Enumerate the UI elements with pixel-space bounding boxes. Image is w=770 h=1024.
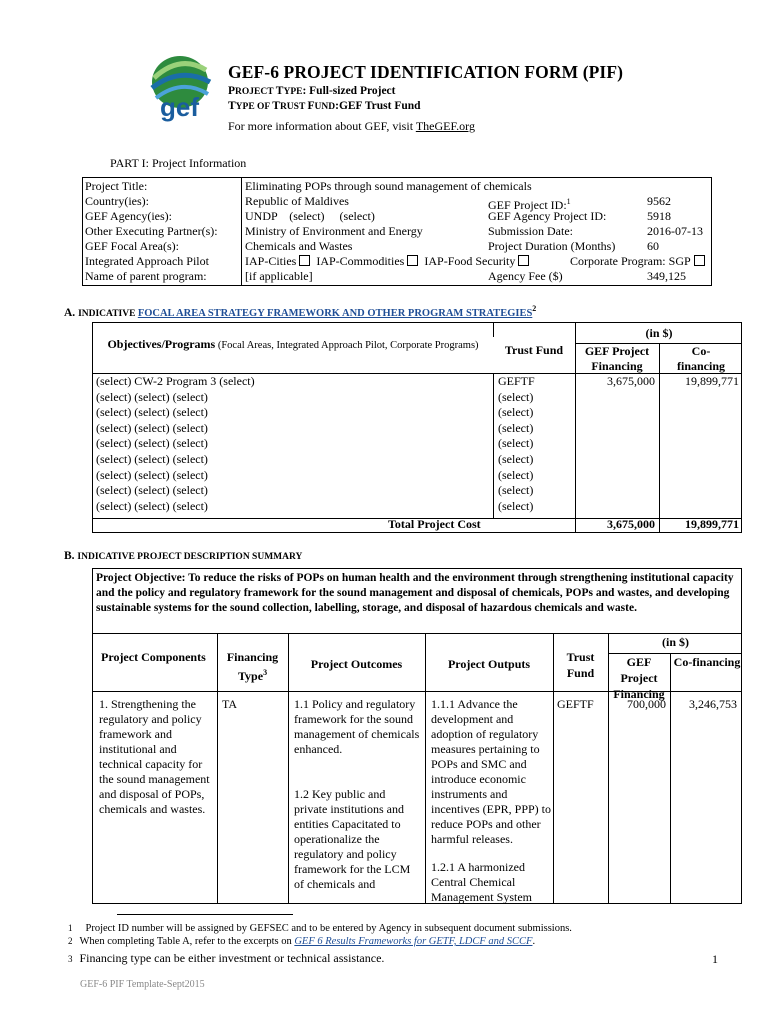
value-gef-project-id: 9562 — [647, 194, 671, 208]
footnote-separator — [117, 914, 293, 915]
iap-cities-checkbox[interactable] — [299, 255, 310, 266]
output-1-2-1: 1.2.1 A harmonized Central Chemical Management System — [431, 860, 532, 904]
iap-commodities-checkbox[interactable] — [407, 255, 418, 266]
col-gef-project-financing: GEF Project Financing — [613, 655, 665, 701]
objective-program[interactable]: (select) (select) (select) — [96, 389, 208, 404]
col-trust-fund-b: Trust Fund — [566, 650, 595, 680]
objective-program[interactable]: (select) (select) (select) — [96, 483, 208, 498]
sgp-checkbox[interactable] — [694, 255, 705, 266]
form-title: GEF-6 PROJECT IDENTIFICATION FORM (PIF) — [228, 62, 624, 82]
col-objectives: Objectives/Programs (Focal Areas, Integrated Approach Pilot, Corporate Programs) — [107, 337, 479, 351]
section-a-heading: A. INDICATIVE FOCAL AREA STRATEGY FRAMEWORK AND OTHER PROGRAM STRATEGIES$^2$ — [64, 304, 537, 319]
label-agency-fee: Agency Fee ($) — [488, 269, 563, 283]
trust-fund-value[interactable]: (select) — [498, 467, 534, 482]
value-agency-fee: 349,125 — [647, 269, 686, 283]
gef-logo — [140, 48, 218, 122]
gef-financing-value: 3,675,000 — [607, 374, 655, 388]
outcome-1-1: 1.1 Policy and regulatory framework for the sound management of chemicals enhanced. — [294, 697, 420, 756]
template-label: GEF-6 PIF Template-Sept2015 — [80, 979, 205, 990]
cofinancing-value: 19,899,771 — [685, 374, 739, 388]
col-cofinancing-b: Co-financing — [673, 655, 741, 669]
col-gef-financing: GEF Project Financing — [584, 344, 650, 373]
trust-fund-value[interactable]: (select) — [498, 498, 534, 513]
part1-heading: PART I: Project Information — [110, 156, 247, 170]
value-country: Republic of Maldives — [245, 194, 349, 208]
col-project-outputs: Project Outputs — [447, 657, 531, 671]
col-trust-fund: Trust Fund — [504, 343, 564, 357]
total-cofinancing: 19,899,771 — [685, 517, 739, 531]
value-executing-partner: Ministry of Environment and Energy — [245, 224, 423, 238]
section-a-link[interactable]: FOCAL AREA STRATEGY FRAMEWORK AND OTHER PROGRAM STRATEGIES — [137, 307, 533, 319]
outcome-1-2: 1.2 Key public and private institutions and entities Capacitated to operationalize the regulatory and policy framework for the LCM of chemicals and — [294, 787, 411, 891]
value-project-title: Eliminating POPs through sound management of chemicals — [245, 179, 532, 193]
label-executing-partners: Other Executing Partner(s): — [85, 224, 218, 238]
financing-type-1: TA — [222, 697, 238, 711]
logo-text: gef — [160, 92, 199, 122]
label-gef-project-id: GEF Project ID:$^1$ — [488, 197, 571, 212]
project-objective: Project Objective: To reduce the risks of POPs on human health and the environment through strengthening institutional capacity and the policy and regulatory framework for the sound management and disposal of chemicals, POPs and wastes, and developing sustainable systems for the sound collection, labelling, storage, and disposal of hazardous chemicals and waste. — [96, 572, 734, 614]
objective-program[interactable]: (select) CW-2 Program 3 (select) — [96, 374, 255, 388]
value-agency-project-id: 5918 — [647, 209, 671, 223]
output-1-1-1: 1.1.1 Advance the development and adoption of regulatory measures pertaining to POPs and SMC and introduce economic instruments and incentives (EPR, PPP) to reduce POPs and other harmful releases. — [431, 697, 552, 846]
label-project-title: Project Title: — [85, 179, 148, 193]
label-focal-areas: GEF Focal Area(s): — [85, 239, 179, 253]
objective-program[interactable]: (select) (select) (select) — [96, 436, 208, 451]
gef-financing-1: 700,000 — [627, 697, 666, 711]
results-framework-link[interactable]: GEF 6 Results Frameworks for GETF, LDCF and SCCF — [294, 936, 533, 947]
footnote-1: 1 Project ID number will be assigned by GEFSEC and to be entered by Agency in subsequent document submissions. — [68, 923, 572, 934]
page-number: 1 — [712, 952, 718, 966]
col-in-dollars: (in $) — [645, 326, 673, 340]
trust-fund-value[interactable]: (select) — [498, 405, 534, 420]
objective-program[interactable]: (select) (select) (select) — [96, 420, 208, 435]
label-parent-program: Name of parent program: — [85, 269, 207, 283]
footnote-2: 2 When completing Table A, refer to the excerpts on GEF 6 Results Frameworks for GETF, LDCF and SCCF. — [68, 936, 536, 947]
trust-fund-1: GEFTF — [557, 697, 594, 711]
project-type: PROJECT TYPE: Full-sized Project — [228, 85, 396, 97]
total-project-cost-label: Total Project Cost — [388, 517, 481, 531]
focal-area-table — [92, 322, 742, 533]
gef-link[interactable]: TheGEF.org — [415, 119, 475, 133]
label-countries: Country(ies): — [85, 194, 149, 208]
cofinancing-1: 3,246,753 — [689, 697, 737, 711]
label-agencies: GEF Agency(ies): — [85, 209, 172, 223]
footnote-3: 3 Financing type can be either investment or technical assistance. — [68, 951, 385, 965]
section-b-heading: B. INDICATIVE PROJECT DESCRIPTION SUMMARY — [64, 550, 303, 562]
value-focal-area: Chemicals and Wastes — [245, 239, 353, 253]
component-1: 1. Strengthening the regulatory and policy framework and institutional and technical capacity for the sound management and disposal of POPs, chemicals and wastes. — [99, 697, 210, 816]
trust-fund-value[interactable]: (select) — [498, 452, 534, 466]
info-line: For more information about GEF, visit TheGEF.org — [228, 119, 475, 133]
trust-fund-value[interactable]: (select) — [498, 389, 534, 404]
trust-fund-value[interactable]: (select) — [498, 483, 534, 498]
value-parent-program: [if applicable] — [245, 269, 313, 283]
col-project-components: Project Components — [101, 650, 206, 664]
iap-row: IAP-Cities IAP-Commodities IAP-Food Security — [245, 254, 532, 270]
total-gef: 3,675,000 — [607, 517, 655, 531]
trust-fund-type: TYPE OF TRUST FUND:GEF Trust Fund — [228, 100, 421, 112]
label-submission-date: Submission Date: — [488, 224, 574, 238]
project-description-table — [92, 568, 742, 904]
col-in-dollars-b: (in $) — [662, 635, 689, 649]
trust-fund-value[interactable]: GEFTF — [498, 374, 535, 388]
project-info-table — [82, 177, 712, 286]
objective-program[interactable]: (select) (select) (select) — [96, 452, 208, 466]
iap-food-security-checkbox[interactable] — [518, 255, 529, 266]
objective-program[interactable]: (select) (select) (select) — [96, 467, 208, 482]
trust-fund-value[interactable]: (select) — [498, 436, 534, 451]
label-integrated-approach: Integrated Approach Pilot — [85, 254, 209, 268]
objective-program[interactable]: (select) (select) (select) — [96, 405, 208, 420]
corporate-program: Corporate Program: SGP — [570, 254, 708, 270]
value-submission-date: 2016-07-13 — [647, 224, 703, 238]
col-financing-type: Financing Type$^3$ — [226, 650, 279, 683]
col-project-outcomes: Project Outcomes — [310, 657, 403, 671]
value-agency[interactable]: UNDP (select) (select) — [245, 209, 375, 223]
trust-fund-value[interactable]: (select) — [498, 420, 534, 435]
label-project-duration: Project Duration (Months) — [488, 239, 616, 253]
col-cofinancing: Co- financing — [676, 344, 725, 373]
label-agency-project-id: GEF Agency Project ID: — [488, 209, 607, 223]
value-project-duration: 60 — [647, 239, 659, 253]
objective-program[interactable]: (select) (select) (select) — [96, 498, 208, 513]
